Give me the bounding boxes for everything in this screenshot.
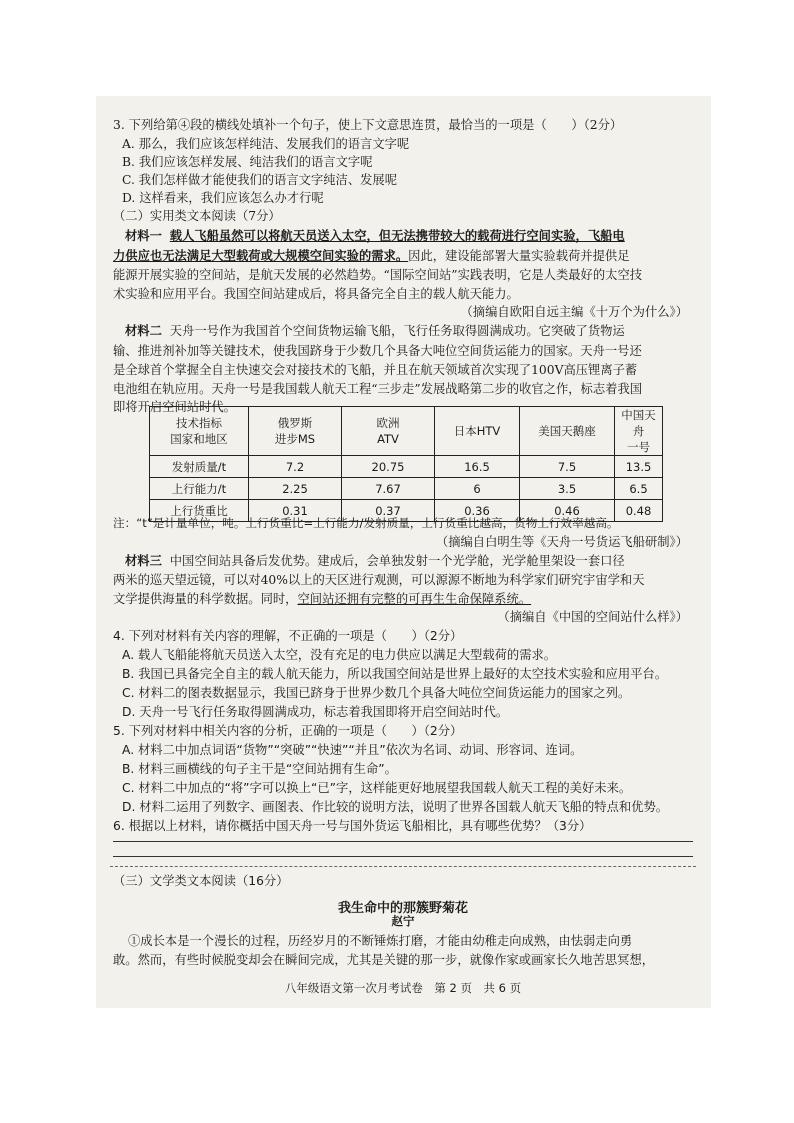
table-cell: 6 <box>435 478 520 500</box>
material1-rest: 因此，建设能部署大量实验载荷并提供足 <box>408 249 630 263</box>
table-note: 注：“t”是计量单位，吨。上行货重比=上行能力/发射质量，上行货重比越高，货物上行效率越高。 <box>113 516 619 530</box>
table-cell: 0.36 <box>435 500 520 522</box>
q4-option-b: B. 我国已具备完全自主的载人航天能力，所以我国空间站是世界上最好的太空技术实验和应用平台。 <box>122 667 668 681</box>
table-cell: 13.5 <box>615 456 663 478</box>
q3-stem: 3. 下列给第④段的横线处填补一个句子，使上下文意思连贯，最恰当的一项是（ ）（2分） <box>113 118 623 132</box>
freighter-comparison-table <box>149 406 663 522</box>
article-author: 赵宁 <box>391 914 415 928</box>
table-cell: 7.67 <box>342 478 435 500</box>
material1-underlined-lead: 载人飞船虽然可以将航天员送入太空，但无法携带较大的载荷进行空间实验，飞船电 <box>169 228 625 243</box>
col-header-japan: 日本HTV <box>435 407 520 456</box>
q4-option-a: A. 载人飞船能将航天员送入太空，没有充足的电力供应以满足大型载荷的需求。 <box>122 648 557 662</box>
material3-source: （摘编自《中国的空间站什么样》） <box>497 610 688 624</box>
table-corner-cell <box>150 407 249 456</box>
material3-underlined-sentence: 空间站还拥有完整的可再生生命保障系统。 <box>297 592 532 606</box>
q3-option-d: D. 这样看来，我们应该怎么办才行呢 <box>122 191 324 205</box>
row-label: 上行货重比 <box>150 500 249 522</box>
answer-line <box>113 841 693 842</box>
q3-option-b: B. 我们应该怎样发展、纯洁我们的语言文字呢 <box>122 155 373 169</box>
material2-line5: 即将开启空间站时代。 <box>113 400 236 414</box>
corner-bottom-label: 国家和地区 <box>170 432 228 446</box>
material2-line1 <box>113 322 693 341</box>
table-cell: 2.25 <box>249 478 342 500</box>
q5-option-d: D. 材料二运用了列数字、画图表、作比较的说明方法，说明了世界各国载人航天飞船的特点和优势。 <box>122 800 669 814</box>
corner-top-label: 技术指标 <box>176 416 222 430</box>
section3-heading: （三）文学类文本阅读（16分） <box>113 874 289 888</box>
q3-option-a: A. 那么，我们应该怎样纯洁、发展我们的语言文字呢 <box>122 137 410 151</box>
table-row <box>150 456 663 478</box>
q4-stem: 4. 下列对材料有关内容的理解，不正确的一项是（ ）（2分） <box>113 629 463 643</box>
q3-option-c: C. 我们怎样做才能使我们的语言文字纯洁、发展呢 <box>122 173 398 187</box>
q4-option-d: D. 天舟一号飞行任务取得圆满成功，标志着我国即将开启空间站时代。 <box>122 705 509 719</box>
q5-option-c: C. 材料二中加点的“将”字可以换上“已”字，这样能更好地展望我国载人航天工程的美好未来。 <box>122 781 632 795</box>
table-cell: 20.75 <box>342 456 435 478</box>
q6-stem: 6. 根据以上材料，请你概括中国天舟一号与国外货运飞船相比，具有哪些优势？（3分） <box>113 819 592 833</box>
material3-line3 <box>113 590 693 609</box>
row-label: 发射质量/t <box>150 456 249 478</box>
q5-option-a: A. 材料二中加点词语“货物”“突破”“快速”“并且”依次为名词、动词、形容词、连词。 <box>122 743 583 757</box>
answer-line <box>113 856 693 857</box>
material3-line1 <box>113 552 693 571</box>
table-cell: 0.46 <box>520 500 615 522</box>
q5-option-b: B. 材料三画横线的句子主干是“空间站拥有生命”。 <box>122 762 397 776</box>
material3-label: 材料三 <box>125 554 162 568</box>
article-title: 我生命中的那簇野菊花 <box>337 901 468 916</box>
col-header-russia: 俄罗斯 进步MS <box>249 407 342 456</box>
table-cell: 0.31 <box>249 500 342 522</box>
material1-line2 <box>113 246 693 266</box>
material3-text-3: 文学提供海量的科学数据。同时， <box>113 592 298 606</box>
material2-text-1: 天舟一号作为我国首个空间货物运输飞船，飞行任务取得圆满成功。它突破了货物运 <box>169 324 625 338</box>
material1-underlined-cont: 力供应也无法满足大型载荷或大规模空间实验的需求。 <box>113 248 409 263</box>
section2-heading: （二）实用类文本阅读（7分） <box>113 209 281 223</box>
material3-line2: 两米的巡天望远镜，可以对40%以上的天区进行观测，可以源源不断地为科学家们研究宇宙学和天 <box>113 573 645 587</box>
section-divider <box>110 866 696 867</box>
table-cell: 3.5 <box>520 478 615 500</box>
row-label: 上行能力/t <box>150 478 249 500</box>
q4-option-c: C. 材料二的图表数据显示，我国已跻身于世界少数几个具备大吨位空间货运能力的国家之列。 <box>122 686 631 700</box>
col-header-usa: 美国天鹅座 <box>520 407 615 456</box>
material2-source: （摘编自白明生等《天舟一号货运飞船研制》） <box>435 535 688 549</box>
table-cell: 7.5 <box>520 456 615 478</box>
material2-line4: 电池组在轨应用。天舟一号是我国载人航天工程“三步走”发展战略第二步的收官之作，标志着我国 <box>113 382 643 396</box>
material1-line3: 能源开展实验的空间站，是航天发展的必然趋势。“国际空间站”实践表明，它是人类最好的太空技 <box>113 268 643 282</box>
article-p1-line1: ①成长本是一个漫长的过程，历经岁月的不断锤炼打磨，才能由幼稚走向成熟，由怯弱走向勇 <box>128 934 633 948</box>
table-cell: 6.5 <box>615 478 663 500</box>
col-header-europe: 欧洲 ATV <box>342 407 435 456</box>
table-cell: 0.48 <box>615 500 663 522</box>
q5-stem: 5. 下列对材料中相关内容的分析，正确的一项是（ ）（2分） <box>113 724 463 738</box>
table-cell: 7.2 <box>249 456 342 478</box>
col-header-china: 中国天舟 一号 <box>615 407 663 456</box>
table-cell: 0.37 <box>342 500 435 522</box>
page-footer: 八年级语文第一次月考试卷 第 2 页 共 6 页 <box>284 981 522 995</box>
material1-line4: 术实验和应用平台。我国空间站建成后，将具备完全自主的载人航天能力。 <box>113 287 519 301</box>
table-row <box>150 478 663 500</box>
material2-label: 材料二 <box>125 324 162 338</box>
material3-text-1: 中国空间站具备后发优势。建成后，会单独发射一个光学舱，光学舱里架设一套口径 <box>169 554 625 568</box>
material2-line3: 是全球首个掌握全自主快速交会对接技术的飞船，并且在航天领域首次实现了100V高压锂离子蓄 <box>113 363 638 377</box>
material1-line1 <box>113 226 693 246</box>
table-header-row <box>150 407 663 456</box>
material2-line2: 输、推进剂补加等关键技术，使我国跻身于少数几个具备大吨位空间货运能力的国家。天舟一号还 <box>113 344 642 358</box>
article-p1-line2: 敢。然而，有些时候脱变却会在瞬间完成，尤其是关键的那一步，就像作家或画家长久地苦思冥想， <box>113 953 655 967</box>
table-cell: 16.5 <box>435 456 520 478</box>
material1-source: （摘编自欧阳自远主编《十万个为什么》） <box>460 305 688 319</box>
material1-label: 材料一 <box>125 229 162 243</box>
